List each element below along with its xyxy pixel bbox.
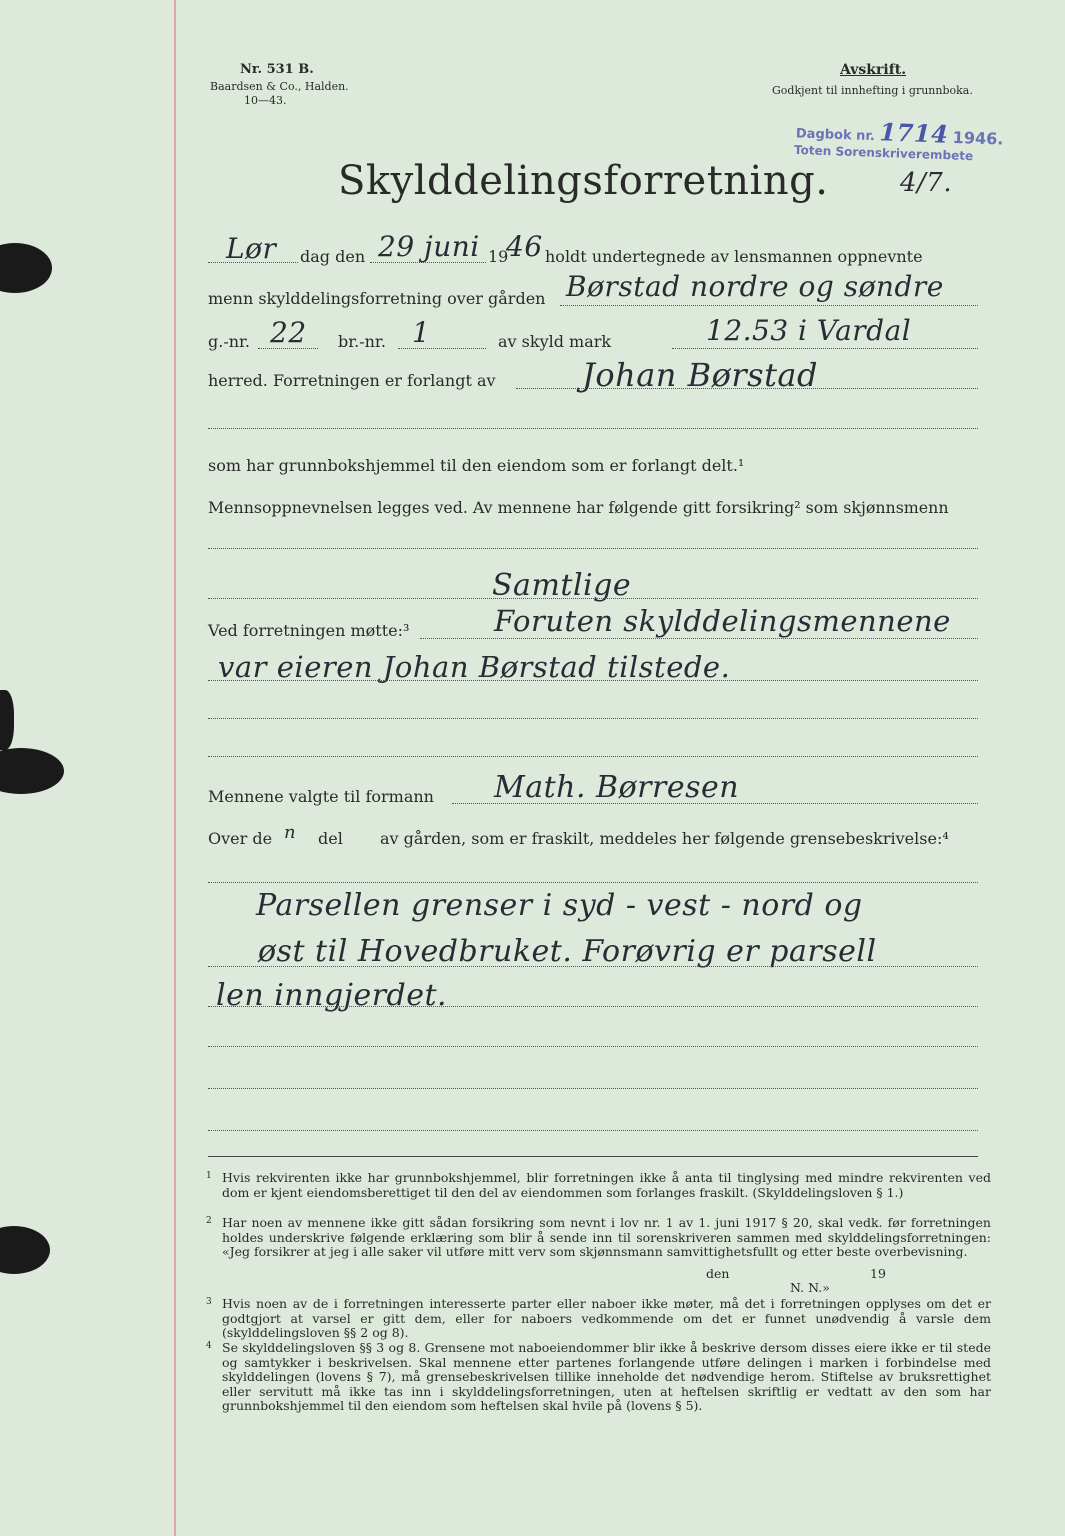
margin-rule: [174, 0, 176, 1536]
grense-line-3: [208, 1006, 978, 1007]
blank-line-2: [208, 548, 978, 549]
print-date: 10—43.: [244, 94, 287, 107]
form-number: Nr. 531 B.: [240, 62, 314, 77]
weekday-line: [208, 262, 298, 263]
punch-hole-top: [0, 243, 52, 293]
gnr-label: g.-nr.: [208, 332, 251, 351]
mote-hand-1: Foruten skylddelingsmennene: [494, 604, 951, 638]
footnote-2: [206, 1216, 991, 1260]
blank-line-6: [208, 1046, 978, 1047]
herred-text: herred. Forretningen er forlangt av: [208, 371, 496, 390]
mote-hand-2: var eieren Johan Børstad tilstede.: [218, 650, 731, 684]
over-de-label: Over de: [208, 829, 273, 848]
footnote-2-den: den: [706, 1266, 730, 1281]
footnote-3: [206, 1297, 991, 1341]
blank-line-3: [208, 718, 978, 719]
date-line: [370, 262, 486, 263]
punch-hole-middle: [0, 748, 64, 794]
footnote-2-year: 19: [870, 1266, 886, 1281]
mote-line-2: [208, 680, 978, 681]
blank-line-8: [208, 1130, 978, 1131]
stamp-number: 1714: [879, 117, 949, 149]
grense-hand-2: øst til Hovedbruket. Forøvrig er parsell: [258, 934, 877, 969]
footnote-text: Har noen av mennene ikke gitt sådan forsikring som nevnt i lov nr. 1 av 1. juni 1917 § 20, skal vedk. før forretningen holdes underskrive følgende erklæring som blir å sende inn til sorenskriveren sammen med skylddelingsforretningen: «Jeg forsikrer at jeg i alle saker vil utføre mitt verv som skjønnsmann samvittighetsfullt og etter beste overbevisning.: [222, 1215, 991, 1260]
footnote-number: 2: [206, 1216, 212, 1226]
grense-hand-3: len inngjerdet.: [216, 978, 448, 1013]
gnr-line: [258, 348, 318, 349]
brnr-label: br.-nr.: [338, 332, 386, 351]
brnr-hand: 1: [412, 316, 431, 349]
mote-label: Ved forretningen møtte:³: [208, 621, 410, 640]
stamp-date: 4/7.: [900, 168, 953, 198]
footnote-4: [206, 1341, 991, 1414]
year-hand: 46: [506, 230, 543, 263]
requester-hand: Johan Børstad: [582, 356, 818, 394]
printer-name: Baardsen & Co., Halden.: [210, 80, 349, 93]
stamp-dagbok-label: Dagbok nr.: [795, 126, 876, 145]
formann-hand: Math. Børresen: [494, 770, 740, 805]
stamp-office: Toten Sorenskriverembete: [793, 142, 974, 164]
grense-hand-1: Parsellen grenser i syd - vest - nord og: [256, 888, 863, 923]
farm-hand: Børstad nordre og søndre: [566, 270, 944, 303]
avskrift-label: Avskrift.: [840, 62, 907, 78]
formann-label: Mennene valgte til formann: [208, 787, 434, 806]
grense-line-2: [208, 966, 978, 967]
punch-hole-edge: [0, 690, 14, 750]
brnr-line: [398, 348, 486, 349]
blank-line-7: [208, 1088, 978, 1089]
skyld-line: [672, 348, 978, 349]
page-title: Skylddelingsforretning.: [338, 158, 829, 204]
blank-line-4: [208, 756, 978, 757]
mennsopp-text: Mennsoppnevnelsen legges ved. Av mennene har følgende gitt forsikring² som skjønnsmenn: [208, 498, 949, 517]
dag-den-label: dag den: [300, 247, 366, 266]
grense-text: av gården, som er fraskilt, meddeles her følgende grensebeskrivelse:⁴: [380, 829, 949, 848]
approval-note: Godkjent til innhefting i grunnboka.: [772, 84, 973, 97]
formann-line: [452, 803, 978, 804]
blank-line-1: [208, 428, 978, 429]
footnote-number: 1: [206, 1171, 212, 1181]
skyld-label: av skyld mark: [498, 332, 612, 351]
skyld-hand: 12.53 i Vardal: [706, 314, 912, 347]
blank-line-5: [208, 882, 978, 883]
stamp-year: 1946.: [952, 127, 1004, 149]
footnote-1: [206, 1171, 991, 1200]
requester-line: [516, 388, 978, 389]
date-hand: 29 juni: [378, 230, 480, 263]
footnote-rule: [208, 1156, 978, 1157]
del-label: del: [318, 829, 343, 848]
gnr-hand: 22: [270, 316, 307, 349]
grunnbok-text: som har grunnbokshjemmel til den eiendom som er forlangt delt.¹: [208, 456, 745, 475]
footnote-text: Hvis noen av de i forretningen interesserte parter eller naboer ikke møter, må det i forretningen opplyses om det er godtgjort at varsel er gitt dem, eller for naboers vedkommende om det er funnet unødvendig å varsle dem (skylddelingsloven §§ 2 og 8).: [222, 1296, 991, 1341]
footnote-text: Se skylddelingsloven §§ 3 og 8. Grensene mot naboeiendommer blir ikke å beskrive dersom disses eiere ikke er til stede og samtykker i beskrivelsen. Skal mennene etter partenes forlangende utføre delingen i marken i forbindelse med skylddelingen (lovens § 7), må grensebeskrivelsen tillike inneholde det nødvendige herom. Stiftelse av bruksrettighet eller servitutt må ikke tas inn i skylddelingsforretningen, uten at heftelsen skriftlig er vedtatt av den som har grunnbokshjemmel til den eiendom som heftelsen skal hvile på (lovens § 5).: [222, 1340, 991, 1414]
year-prefix: 19: [488, 247, 509, 266]
samtlige-hand: Samtlige: [492, 568, 632, 603]
samtlige-line: [208, 598, 978, 599]
punch-hole-bottom: [0, 1226, 50, 1274]
footnote-number: 4: [206, 1341, 212, 1351]
footnote-text: Hvis rekvirenten ikke har grunnbokshjemmel, blir forretningen ikke å anta til tinglysing med mindre rekvirenten ved dom er kjent eiendomsberettiget til den del av eiendommen som forlanges fraskilt. (Skylddelingsloven § 1.): [222, 1170, 991, 1200]
mote-line-1: [420, 638, 978, 639]
menn-text: menn skylddelingsforretning over gården: [208, 289, 546, 308]
footnote-2-nn: N. N.»: [790, 1280, 830, 1295]
holdt-text: holdt undertegnede av lensmannen oppnevnte: [545, 247, 923, 266]
weekday-hand: Lør: [226, 232, 277, 265]
over-de-hand: n: [284, 822, 297, 843]
footnote-number: 3: [206, 1297, 212, 1307]
farm-line: [560, 305, 978, 306]
